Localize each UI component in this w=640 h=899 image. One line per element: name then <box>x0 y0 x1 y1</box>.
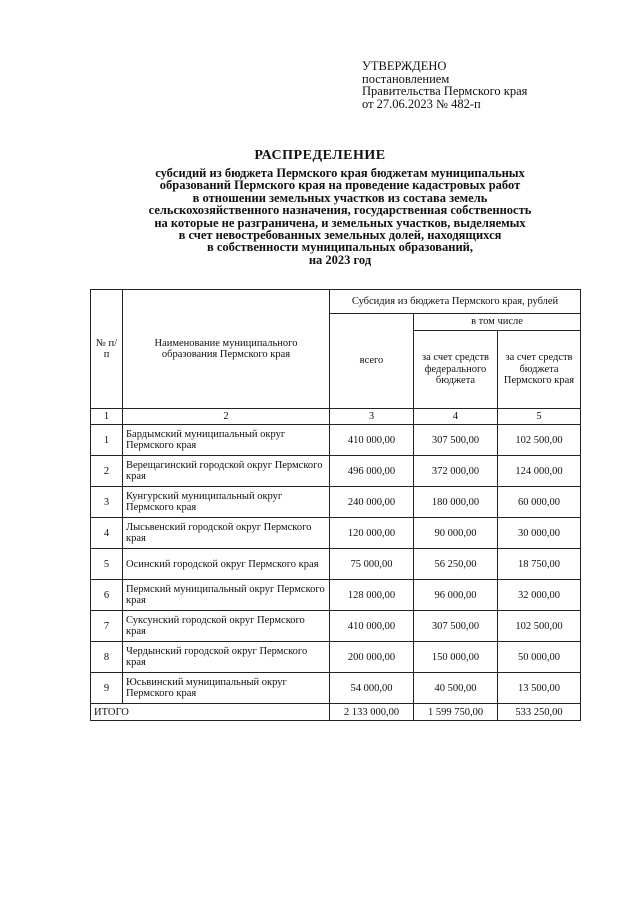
table-header-row <box>91 290 581 314</box>
approval-line: постановлением <box>362 71 450 86</box>
subtitle-line: субсидий из бюджета Пермского края бюджетам муниципальных <box>155 166 525 180</box>
municipality-name: Верещагинский городской округ Пермского края <box>123 456 330 487</box>
row-number: 3 <box>91 487 123 518</box>
subsidy-federal: 56 250,00 <box>414 549 498 580</box>
municipality-name: Осинский городской округ Пермского края <box>123 549 330 580</box>
table-row <box>91 456 581 487</box>
subsidy-total: 75 000,00 <box>330 549 414 580</box>
municipality-name: Юсьвинский муниципальный округ Пермского края <box>123 673 330 704</box>
row-number: 4 <box>91 518 123 549</box>
subtitle-line: в счет невостребованных земельных долей, находящихся <box>178 228 502 243</box>
table-row <box>91 487 581 518</box>
column-index: 1 <box>91 409 123 425</box>
subsidy-federal: 372 000,00 <box>414 456 498 487</box>
subsidy-federal: 90 000,00 <box>414 518 498 549</box>
header-number: № п/п <box>91 290 123 409</box>
subsidy-regional: 30 000,00 <box>498 518 581 549</box>
table-row <box>91 611 581 642</box>
header-municipality: Наименование муниципального образования Пермского края <box>123 290 330 409</box>
subsidy-distribution-table <box>90 289 581 721</box>
subsidy-federal: 307 500,00 <box>414 425 498 456</box>
subsidy-total: 54 000,00 <box>330 673 414 704</box>
total-subsidy: 2 133 000,00 <box>330 704 414 721</box>
subsidy-regional: 13 500,00 <box>498 673 581 704</box>
row-number: 8 <box>91 642 123 673</box>
header-total: всего <box>330 314 414 409</box>
municipality-name: Бардымский муниципальный округ Пермского края <box>123 425 330 456</box>
table-row <box>91 673 581 704</box>
total-federal: 1 599 750,00 <box>414 704 498 721</box>
approval-heading: УТВЕРЖДЕНО <box>362 59 447 73</box>
subsidy-total: 410 000,00 <box>330 611 414 642</box>
table-row <box>91 549 581 580</box>
row-number: 6 <box>91 580 123 611</box>
header-regional: за счет средств бюджета Пермского края <box>498 331 581 409</box>
subsidy-total: 200 000,00 <box>330 642 414 673</box>
subsidy-regional: 32 000,00 <box>498 580 581 611</box>
header-including: в том числе <box>414 314 581 331</box>
total-label: ИТОГО <box>91 704 330 721</box>
column-index: 4 <box>414 409 498 425</box>
subsidy-regional: 18 750,00 <box>498 549 581 580</box>
subtitle-line: в собственности муниципальных образований, <box>207 240 473 255</box>
header-federal: за счет средств федерального бюджета <box>414 331 498 409</box>
row-number: 2 <box>91 456 123 487</box>
document-subtitle <box>100 167 580 266</box>
subtitle-line: в отношении земельных участков из состава земель <box>192 190 488 205</box>
row-number: 9 <box>91 673 123 704</box>
row-number: 7 <box>91 611 123 642</box>
subsidy-federal: 150 000,00 <box>414 642 498 673</box>
row-number: 1 <box>91 425 123 456</box>
municipality-name: Лысьвенский городской округ Пермского края <box>123 518 330 549</box>
total-regional: 533 250,00 <box>498 704 581 721</box>
header-subsidy: Субсидия из бюджета Пермского края, рублей <box>330 290 581 314</box>
document-title: РАСПРЕДЕЛЕНИЕ <box>254 148 386 163</box>
approval-date-number: от 27.06.2023 № 482-п <box>362 96 481 111</box>
table-row <box>91 518 581 549</box>
subsidy-total: 496 000,00 <box>330 456 414 487</box>
subsidy-federal: 180 000,00 <box>414 487 498 518</box>
subsidy-regional: 124 000,00 <box>498 456 581 487</box>
subsidy-total: 410 000,00 <box>330 425 414 456</box>
subsidy-regional: 50 000,00 <box>498 642 581 673</box>
subsidy-total: 128 000,00 <box>330 580 414 611</box>
approval-stamp <box>362 60 527 110</box>
approval-line: Правительства Пермского края <box>362 84 528 98</box>
subsidy-federal: 307 500,00 <box>414 611 498 642</box>
subtitle-line: сельскохозяйственного назначения, государственная собственность <box>148 203 532 218</box>
column-index: 3 <box>330 409 414 425</box>
column-index: 2 <box>123 409 330 425</box>
total-row <box>91 704 581 721</box>
row-number: 5 <box>91 549 123 580</box>
municipality-name: Кунгурский муниципальный округ Пермского края <box>123 487 330 518</box>
column-index-row <box>91 409 581 425</box>
municipality-name: Суксунский городской округ Пермского края <box>123 611 330 642</box>
subsidy-regional: 102 500,00 <box>498 611 581 642</box>
table-row <box>91 425 581 456</box>
subtitle-line: на 2023 год <box>308 252 372 267</box>
municipality-name: Чердынский городской округ Пермского края <box>123 642 330 673</box>
subsidy-regional: 102 500,00 <box>498 425 581 456</box>
subsidy-federal: 40 500,00 <box>414 673 498 704</box>
table-row <box>91 642 581 673</box>
subsidy-total: 240 000,00 <box>330 487 414 518</box>
subtitle-line: образований Пермского края на проведение кадастровых работ <box>159 178 521 193</box>
subsidy-regional: 60 000,00 <box>498 487 581 518</box>
column-index: 5 <box>498 409 581 425</box>
municipality-name: Пермский муниципальный округ Пермского края <box>123 580 330 611</box>
subtitle-line: на которые не разграничена, и земельных участков, выделяемых <box>154 215 526 230</box>
subsidy-federal: 96 000,00 <box>414 580 498 611</box>
table-row <box>91 580 581 611</box>
subsidy-total: 120 000,00 <box>330 518 414 549</box>
